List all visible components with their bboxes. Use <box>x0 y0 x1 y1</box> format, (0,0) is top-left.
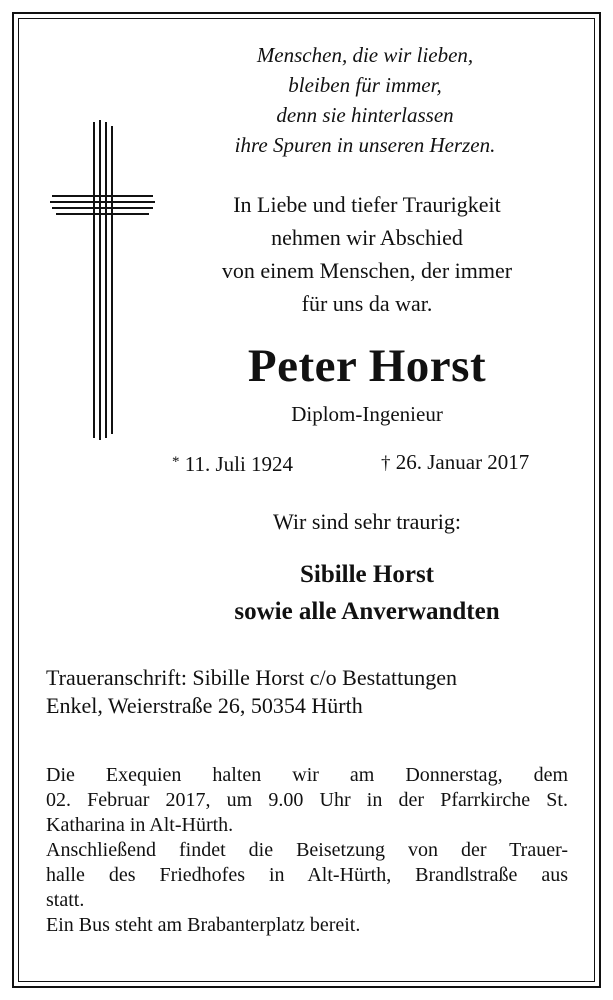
farewell-line: In Liebe und tiefer Traurigkeit <box>233 192 501 217</box>
deceased-name: Peter Horst <box>247 340 487 392</box>
farewell-text <box>176 188 558 320</box>
motto-verse <box>200 40 530 160</box>
mourner-line: sowie alle Anverwandten <box>234 598 500 625</box>
sad-note: Wir sind sehr traurig: <box>273 509 461 534</box>
address-line: Enkel, Weierstraße 26, 50354 Hürth <box>46 693 363 718</box>
service-details <box>46 763 568 938</box>
motto-line: ihre Spuren in unseren Herzen. <box>234 133 496 157</box>
motto-line: denn sie hinterlassen <box>276 103 454 127</box>
deceased-title: Diplom-Ingenieur <box>291 402 443 426</box>
death-date-group <box>381 447 529 479</box>
mourning-address <box>46 664 576 720</box>
service-line: halle des Friedhofes in Alt-Hürth, Brandlstraße aus <box>46 864 568 886</box>
birth-date-group <box>172 447 293 479</box>
death-date: 26. Januar 2017 <box>395 450 530 474</box>
mourner-line: Sibille Horst <box>299 561 435 588</box>
farewell-line: von einem Menschen, der immer <box>221 258 513 283</box>
service-line: statt. <box>46 889 85 911</box>
motto-line: Menschen, die wir lieben, <box>256 43 474 67</box>
service-line: Anschließend findet die Beisetzung von der Trauer- <box>46 839 568 861</box>
death-symbol: † <box>381 453 391 474</box>
farewell-line: für uns da war. <box>301 291 433 316</box>
farewell-line: nehmen wir Abschied <box>271 225 463 250</box>
mourners <box>176 556 558 630</box>
birth-symbol: * <box>172 454 180 470</box>
cross-icon <box>50 120 155 440</box>
motto-line: bleiben für immer, <box>288 73 442 97</box>
service-line: Katharina in Alt-Hürth. <box>46 814 234 836</box>
birth-date: 11. Juli 1924 <box>184 452 294 476</box>
service-line: Die Exequien halten wir am Donnerstag, dem <box>46 764 568 786</box>
address-line: Traueranschrift: Sibille Horst c/o Bestattungen <box>46 665 458 690</box>
service-line: 02. Februar 2017, um 9.00 Uhr in der Pfarrkirche St. <box>46 789 568 811</box>
service-line: Ein Bus steht am Brabanterplatz bereit. <box>46 914 361 936</box>
